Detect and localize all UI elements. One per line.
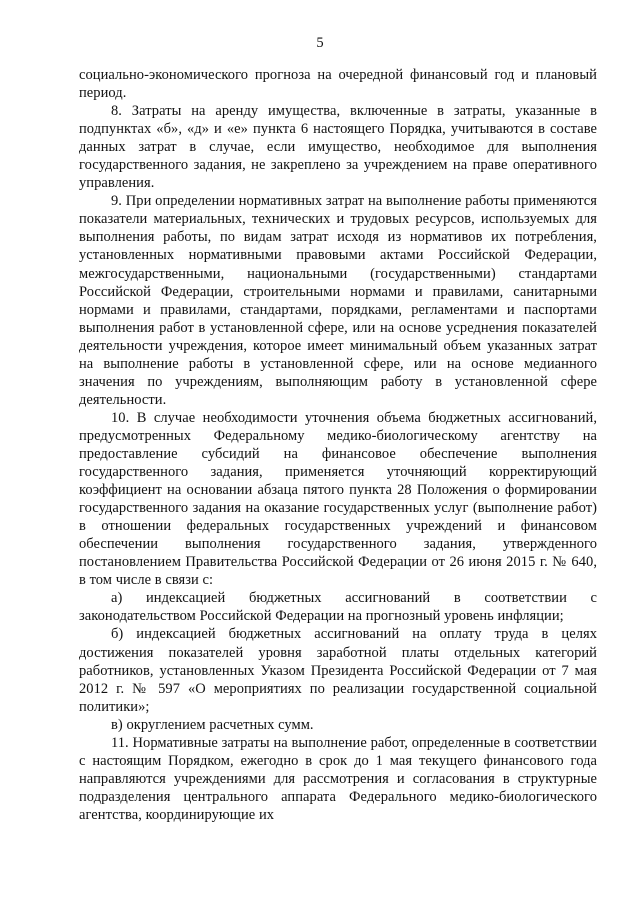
document-body <box>79 66 597 824</box>
paragraph-item-9: 9. При определении нормативных затрат на выполнение работы применяются показатели материальных, технических и трудовых ресурсов, используемых для выполнения работы, по видам затрат исходя из нормативов их потребления, установленных нормативными правовыми актами Российской Федерации, межгосударственными, национальными (государственными) стандартами Российской Федерации, строительными нормами и правилами, санитарными нормами и правилами, стандартами, порядками, регламентами и паспортами выполнения работ в установленной сфере, или на основе усреднения показателей деятельности учреждения, которое имеет минимальный объем указанных затрат на выполнение работы в установленной сфере, или на основе медианного значения по учреждениям, выполняющим работу в установленной сфере деятельности. <box>79 193 597 408</box>
paragraph-continuation: социально-экономического прогноза на очередной финансовый год и плановый период. <box>79 67 597 102</box>
paragraph-item-8: 8. Затраты на аренду имущества, включенные в затраты, указанные в подпунктах «б», «д» и «е» пункта 6 настоящего Порядка, учитываются в составе данных затрат в случае, если имущество, необходимое для выполнения государственного задания, не закреплено за учреждением на праве оперативного управления. <box>79 103 597 192</box>
paragraph-subitem-b: б) индексацией бюджетных ассигнований на оплату труда в целях достижения показателей уровня заработной платы отдельных категорий работников, установленных Указом Президента Российской Федерации от 7 мая 2012 г. № 597 «О мероприятиях по реализации государственной социальной политики»; <box>79 626 597 715</box>
page-number: 5 <box>316 35 324 51</box>
paragraph-subitem-a: а) индексацией бюджетных ассигнований в соответствии с законодательством Российской Федерации на прогнозный уровень инфляции; <box>79 590 597 625</box>
paragraph-item-11: 11. Нормативные затраты на выполнение работ, определенные в соответствии с настоящим Порядком, ежегодно в срок до 1 мая текущего финансового года направляются учреждениями для рассмотрения и согласования в структурные подразделения центрального аппарата Федерального медико-биологического агентства, координирующие их <box>79 734 597 823</box>
paragraph-item-10: 10. В случае необходимости уточнения объема бюджетных ассигнований, предусмотренных Федеральному медико-биологическому агентству на предоставление субсидий на финансовое обеспечение выполнения государственного задания, применяется уточняющий корректирующий коэффициент на основании абзаца пятого пункта 28 Положения о формировании государственного задания на оказание государственных услуг (выполнение работ) в отношении федеральных государственных учреждений и финансовом обеспечении выполнения государственного задания, утвержденного постановлением Правительства Российской Федерации от 26 июня 2015 г. № 640, в том числе в связи с: <box>79 409 597 589</box>
paragraph-subitem-v: в) округлением расчетных сумм. <box>111 716 314 733</box>
